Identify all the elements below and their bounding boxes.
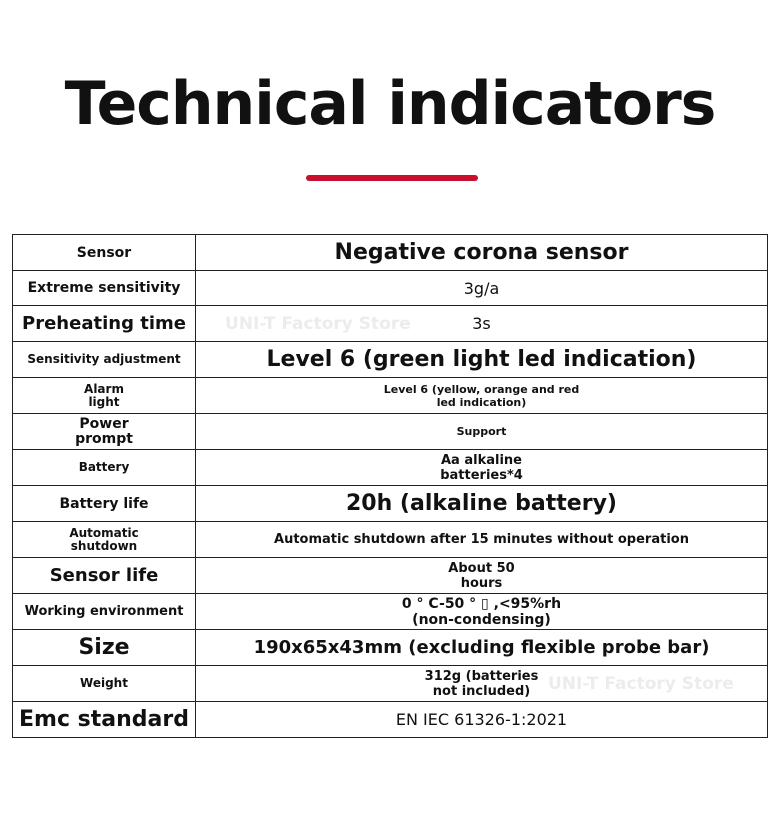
table-row (13, 630, 768, 666)
row-value-text: About 50 hours (448, 560, 515, 591)
table-row (13, 342, 768, 378)
table-row (13, 522, 768, 558)
table-row (13, 414, 768, 450)
row-value: 3s (196, 306, 768, 342)
row-label (13, 522, 196, 558)
row-label: Battery (13, 450, 196, 486)
table-row (13, 271, 768, 306)
table-row (13, 702, 768, 738)
spec-table (12, 234, 768, 738)
row-label: Size (13, 630, 196, 666)
row-value: 3g/a (196, 271, 768, 306)
row-value-text: Level 6 (yellow, orange and red led indication) (383, 382, 580, 409)
row-value: EN IEC 61326-1:2021 (196, 702, 768, 738)
watermark: UNI-T Factory Store (225, 314, 411, 334)
table-row (13, 558, 768, 594)
row-label-text: Alarm light (84, 381, 124, 409)
row-label-text: Power prompt (75, 415, 133, 447)
row-label (13, 378, 196, 414)
table-row (13, 378, 768, 414)
row-value-text: 312g (batteries not included) (424, 668, 539, 699)
row-label: Extreme sensitivity (13, 271, 196, 306)
row-label: Weight (13, 666, 196, 702)
row-value-text: Aa alkaline batteries*4 (440, 452, 523, 483)
page-title: Technical indicators (64, 69, 716, 139)
table-row (13, 594, 768, 630)
row-label: Battery life (13, 486, 196, 522)
row-label: Sensor (13, 235, 196, 271)
row-value: Support (196, 414, 768, 450)
row-label: Preheating time (13, 306, 196, 342)
row-label: Sensor life (13, 558, 196, 594)
row-value (196, 450, 768, 486)
row-value: 190x65x43mm (excluding flexible probe bar) (196, 630, 768, 666)
row-label (13, 414, 196, 450)
row-value: Negative corona sensor (196, 235, 768, 271)
watermark: UNI-T Factory Store (548, 674, 734, 694)
row-value (196, 594, 768, 630)
table-row (13, 486, 768, 522)
row-label-text: Automatic shutdown (69, 525, 139, 553)
row-value (196, 378, 768, 414)
row-value: 20h (alkaline battery) (196, 486, 768, 522)
table-row (13, 450, 768, 486)
row-label: Sensitivity adjustment (13, 342, 196, 378)
row-value-text: 0 ° C-50 ° ▯ ,<95%rh (non-condensing) (401, 595, 562, 628)
row-value (196, 558, 768, 594)
title-underline (306, 175, 478, 181)
row-label: Working environment (13, 594, 196, 630)
row-label: Emc standard (13, 702, 196, 738)
row-value: Automatic shutdown after 15 minutes without operation (196, 522, 768, 558)
table-row (13, 235, 768, 271)
row-value: Level 6 (green light led indication) (196, 342, 768, 378)
